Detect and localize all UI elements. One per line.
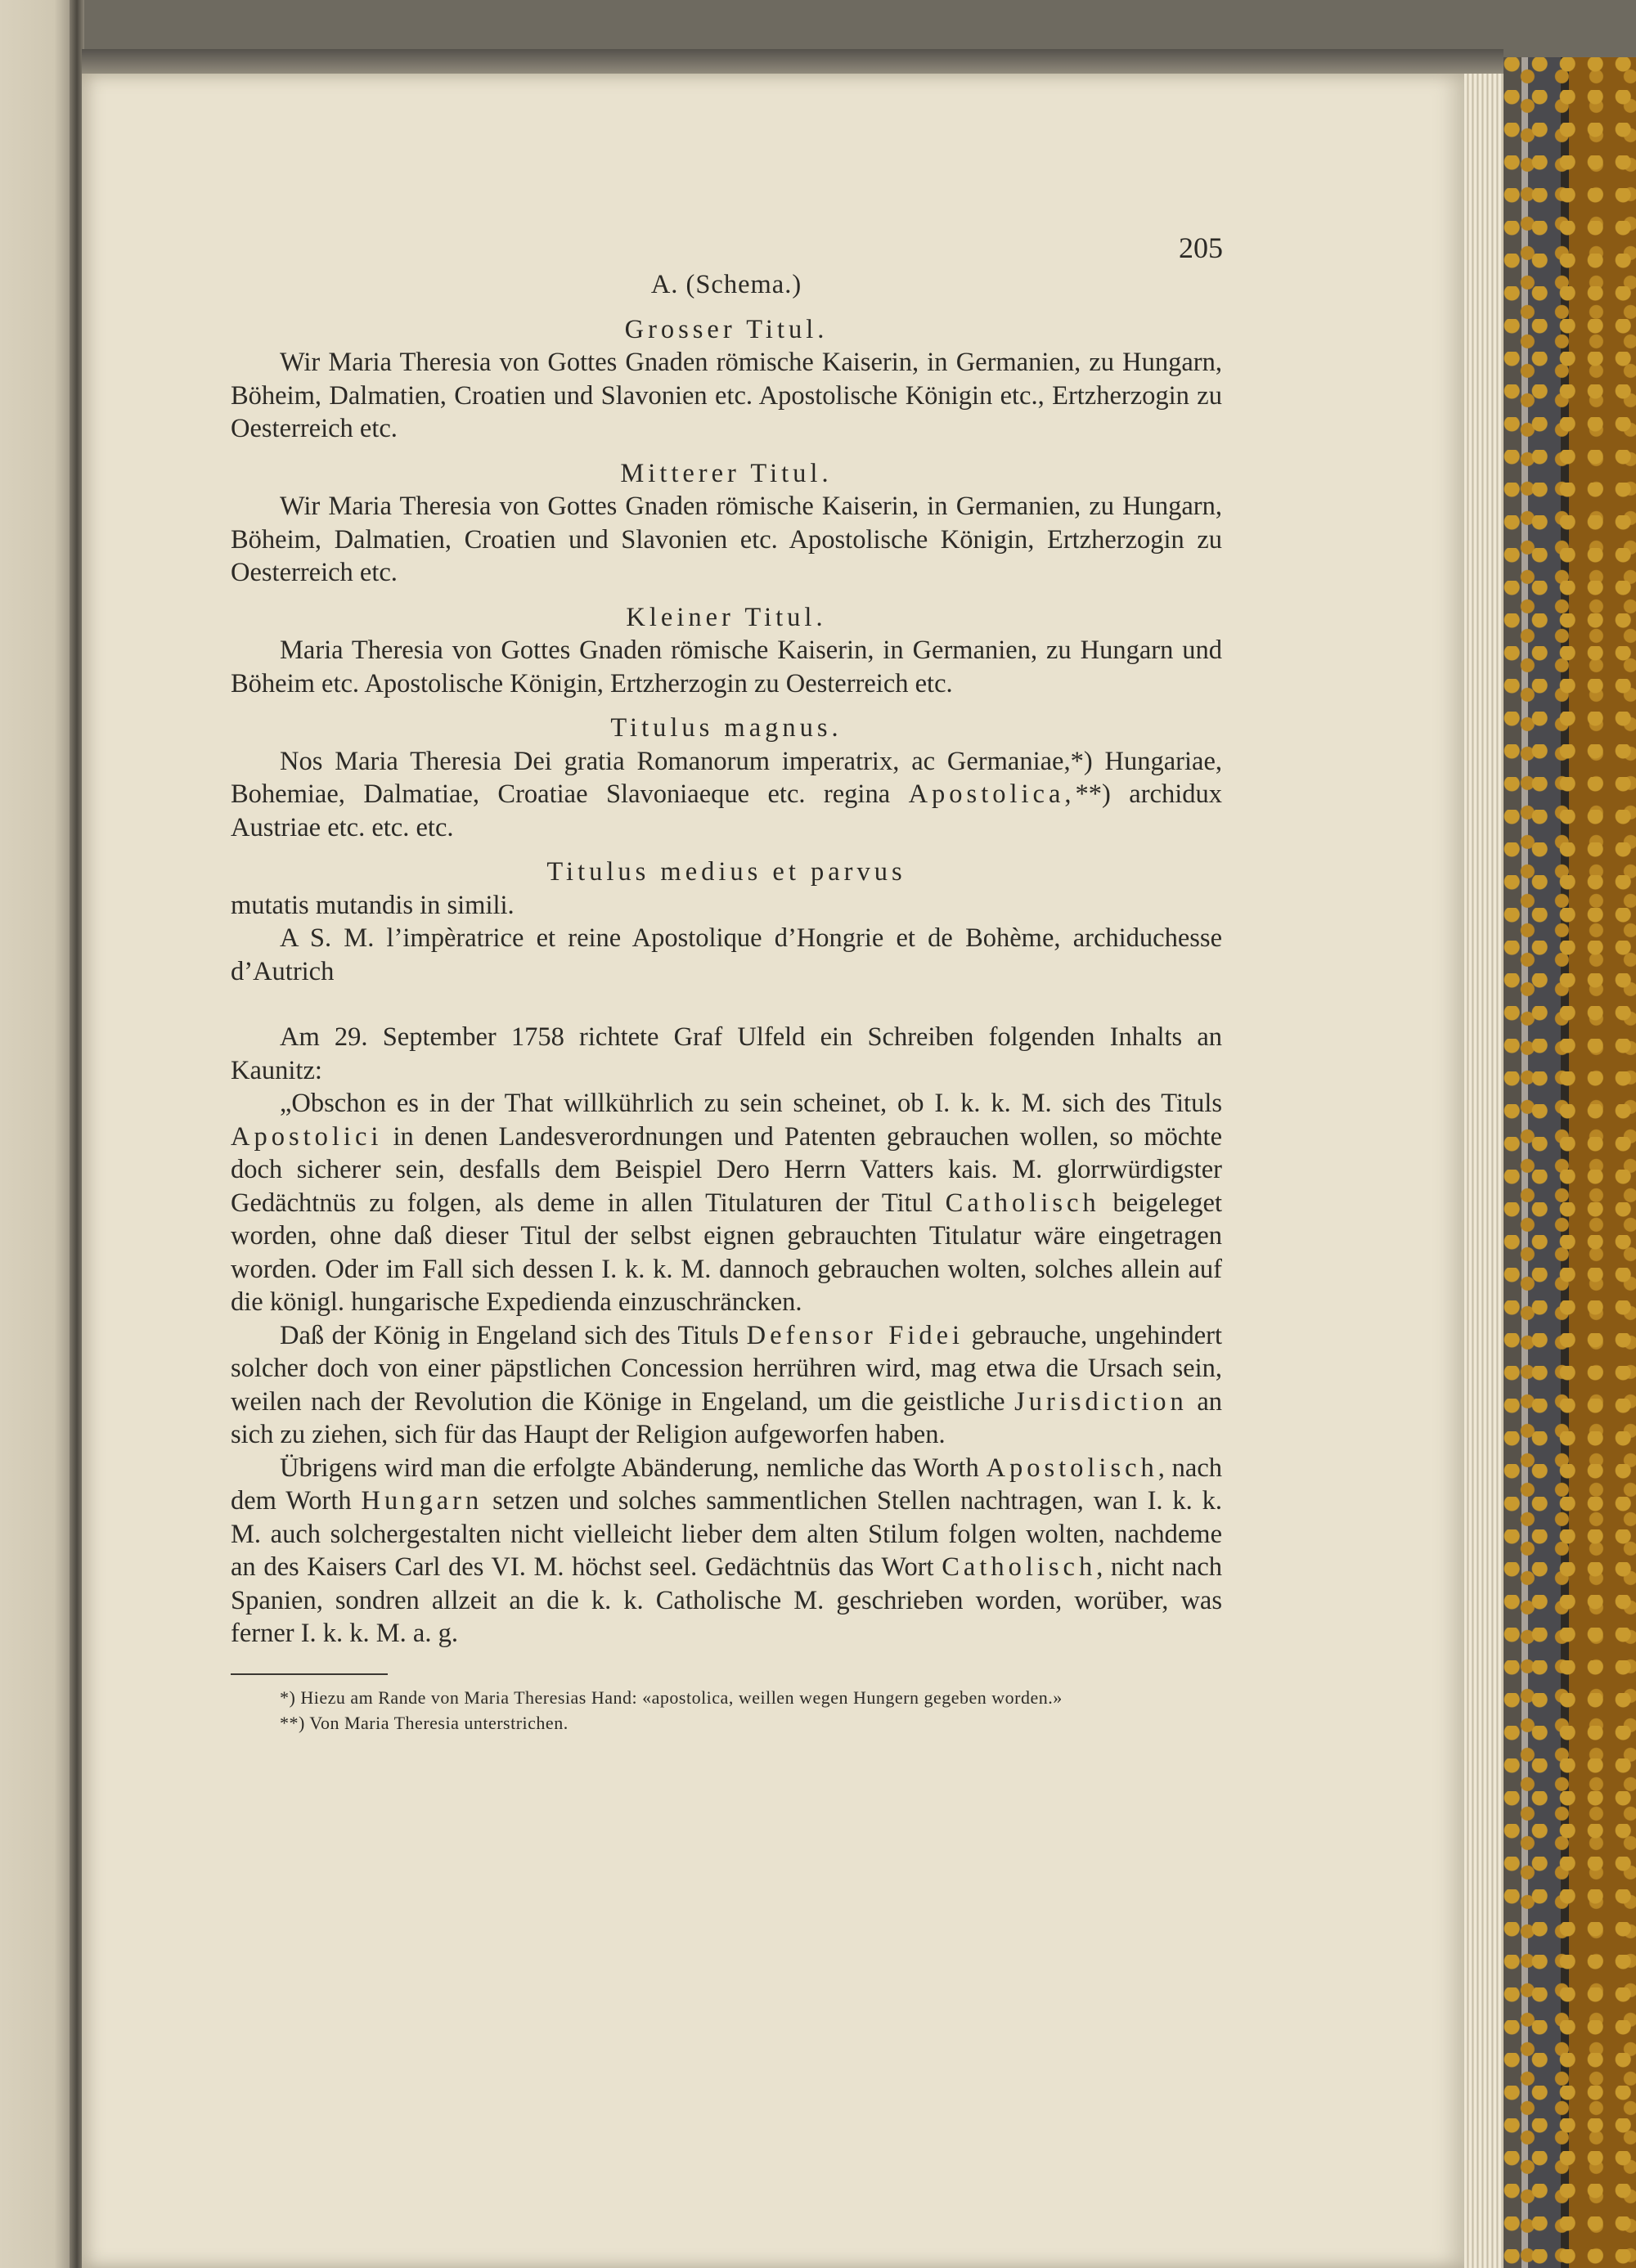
paragraph-titulus-magnus xyxy=(231,745,1222,845)
paragraph-letter-2 xyxy=(231,1319,1222,1452)
letter-3-hungarn: Hungarn xyxy=(361,1486,483,1516)
letter-2-text-e: an sich zu ziehen, sich für das Haupt der Religion aufgeworfen haben. xyxy=(231,1386,1222,1449)
page-edges xyxy=(1464,74,1503,2268)
letter-2-text-c: gebrauche, ungehindert solcher doch von einer päpstlichen Concession herrühren wird, mag etwa die Ursach sein, weilen nach der Revolution die Könige in Engeland, um die geistliche xyxy=(231,1320,1222,1417)
paragraph-kleiner-titul: Maria Theresia von Gottes Gnaden römische Kaiserin, in Germanien, zu Hungarn und Böheim etc. Apostolische Königin, Ertzherzogin zu Oesterreich etc. xyxy=(231,635,1222,698)
letter-2-jurisdiction: Jurisdiction xyxy=(1014,1386,1188,1417)
heading-titulus-medius: Titulus medius et parvus xyxy=(546,857,906,887)
left-page-edge xyxy=(0,0,78,2268)
paragraph-letter-intro: Am 29. September 1758 richtete Graf Ulfeld ein Schreiben folgenden Inhalts an Kaunitz: xyxy=(231,1022,1222,1085)
letter-1-apostolici: Apostolici xyxy=(231,1121,383,1152)
letter-3-apostolisch: Apostolisch xyxy=(986,1453,1158,1483)
page-number: 205 xyxy=(1179,231,1223,264)
letter-1-text-a: „Obschon es in der That willkührlich zu sein scheinet, ob I. k. k. M. sich des Tituls xyxy=(280,1089,1222,1118)
letter-3-text-a: Übrigens wird man die erfolgte Abänderung, nemliche das Worth xyxy=(280,1453,987,1483)
letter-2-defensor-fidei: Defensor Fidei xyxy=(746,1320,964,1350)
paragraph-letter-1 xyxy=(231,1087,1222,1319)
magnus-text-a: Nos Maria Theresia Dei gratia Romanorum imperatrix, ac Germaniae,*) Hungariae, Bohemiae, Dalmatiae, Croatiae Slavoniaeque etc. regina xyxy=(231,746,1222,809)
heading-grosser-titul: Grosser Titul. xyxy=(624,314,829,344)
footnote-2: **) Von Maria Theresia unterstrichen. xyxy=(280,1712,569,1733)
footnote-1: *) Hiezu am Rande von Maria Theresias Hand: «apostolica, weillen wegen Hungern gegeben worden.» xyxy=(280,1686,1063,1708)
paragraph-letter-3 xyxy=(231,1452,1222,1650)
marbled-cover xyxy=(1503,57,1636,2268)
letter-1-text-c: in denen Landesverordnungen und Patenten gebrauchen wollen, so möchte doch sicherer sein, desfalls dem Beispiel Dero Herrn Vatters kais. M. glorrwürdigster Gedächtnüs zu folgen, als deme in allen Titulaturen der Titul xyxy=(231,1121,1222,1218)
heading-kleiner-titul: Kleiner Titul. xyxy=(626,602,827,632)
letter-3-text-g: , nicht nach Spanien, sondren allzeit an die k. k. Catholische M. geschrieben worden, worüber, was ferner I. k. k. M. a. g. xyxy=(231,1552,1222,1648)
paragraph-mitterer-titul: Wir Maria Theresia von Gottes Gnaden römische Kaiserin, in Germanien, zu Hungarn, Böheim, Dalmatien, Croatien und Slavonien etc. Apostolische Königin, Ertzherzogin zu Oesterreich etc. xyxy=(231,492,1222,587)
letter-3-catholisch: Catholisch xyxy=(942,1552,1097,1582)
letter-1-catholisch: Catholisch xyxy=(945,1188,1100,1218)
footnote-rule xyxy=(231,1673,388,1675)
paragraph-grosser-titul: Wir Maria Theresia von Gottes Gnaden römische Kaiserin, in Germanien, zu Hungarn, Böheim, Dalmatien, Croatien und Slavonien etc. Apostolische Königin etc., Ertzherzogin zu Oesterreich etc. xyxy=(231,348,1222,443)
schema-heading: A. (Schema.) xyxy=(650,270,802,299)
magnus-apostolica: Apostolica, xyxy=(908,779,1076,809)
paragraph-french-title: A S. M. l’impèratrice et reine Apostolique d’Hongrie et de Bohème, archiduchesse d’Autrich xyxy=(231,923,1222,986)
page-text xyxy=(231,213,1222,1736)
letter-1-text-e: beigeleget worden, ohne daß dieser Titul der selbst eignen gebrauchten Titulatur wäre eingetragen worden. Oder im Fall sich dessen I. k. k. M. dannoch gebrauchen wolten, solches allein auf die königl. hungarische Expedienda einzuschräncken. xyxy=(231,1188,1222,1317)
heading-mitterer-titul: Mitterer Titul. xyxy=(620,458,833,488)
magnus-text-c: **) archidux Austriae etc. etc. etc. xyxy=(231,779,1222,842)
section-gap xyxy=(231,988,1222,1021)
heading-titulus-magnus: Titulus magnus. xyxy=(610,713,843,743)
letter-3-text-c: , nach dem Worth xyxy=(231,1453,1222,1516)
letter-3-text-e: setzen und solches sammentlichen Stellen nachtragen, wan I. k. k. M. auch solchergestalten nicht vielleicht lieber dem alten Stilum folgen wolten, nachdeme an des Kaisers Carl des VI. M. höchst seel. Gedächtnüs das Wort xyxy=(231,1486,1222,1582)
paragraph-mutatis: mutatis mutandis in simili. xyxy=(231,890,515,920)
letter-2-text-a: Daß der König in Engeland sich des Tituls xyxy=(280,1320,747,1350)
